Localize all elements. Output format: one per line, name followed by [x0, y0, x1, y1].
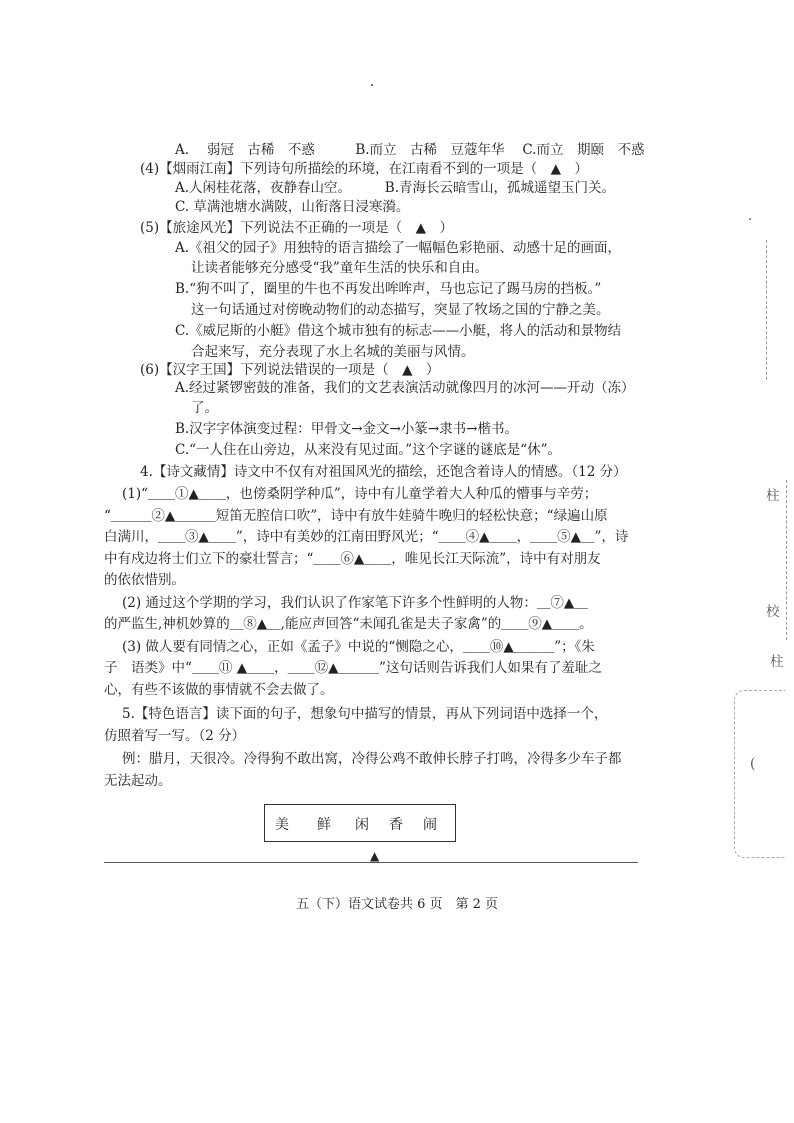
text-line: C.《威尼斯的小艇》借这个城市独有的标志——小艇，将人的活动和景物结	[175, 323, 622, 339]
text-line: “＿＿＿②▲＿＿＿短笛无腔信口吹”，诗中有放牛娃骑牛晚归的轻松快意；“绿遍山原	[104, 508, 608, 524]
text-line: 中有戍边将士们立下的豪壮誓言；“＿＿⑥▲＿＿，唯见长江天际流”，诗中有对朋友	[104, 551, 601, 567]
text-line: (1)“＿＿①▲＿＿，也傍桑阴学种瓜”，诗中有儿童学着大人种瓜的懵事与辛劳；	[122, 486, 598, 502]
top-dot: ·	[370, 78, 375, 94]
word-choice: 鲜	[317, 817, 331, 833]
margin-mark: 柱	[770, 654, 784, 670]
text-line: 例：腊月，天很冷。冷得狗不敢出窝，冷得公鸡不敢伸长脖子打鸣，冷得多少车子都	[122, 751, 622, 767]
text-line: B.汉字字体演变过程：甲骨文→金文→小篆→隶书→楷书。	[175, 421, 518, 437]
text-line: A. 弱冠 古稀 不惑 B.而立 古稀 豆蔻年华 C.而立 期颐 不惑	[175, 142, 645, 158]
text-line: C.“一人住在山旁边，从来没有见过面。”这个字谜的谜底是“休”。	[175, 442, 561, 458]
text-line: 的依依惜别。	[104, 572, 185, 588]
text-line: 4.【诗文藏情】诗文中不仅有对祖国风光的描绘，还饱含着诗人的情感。（12 分）	[140, 464, 627, 480]
text-line: 的严监生,神机妙算的＿⑧▲＿,能应声回答“未闻孔雀是夫子家禽”的＿＿⑨▲＿＿。	[104, 616, 593, 632]
text-line: (3) 做人要有同情之心，正如《孟子》中说的“恻隐之心，＿＿⑩▲＿＿＿”；《朱	[122, 639, 595, 655]
text-line: 白满川，＿＿③▲＿＿”，诗中有美妙的江南田野风光；“＿＿④▲＿＿，＿＿⑤▲＿”，诗	[104, 529, 629, 545]
binding-margin-line	[786, 480, 787, 640]
text-line: (5)【旅途风光】下列说法不正确的一项是（ ▲ ）	[140, 220, 454, 236]
answer-line[interactable]	[104, 862, 638, 863]
text-line: (2) 通过这个学期的学习，我们认识了作家笔下许多个性鲜明的人物：＿⑦▲＿	[122, 595, 588, 611]
margin-mark: (	[750, 756, 756, 772]
text-line: 心，有些不该做的事情就不会去做了。	[104, 682, 334, 698]
word-choice: 美	[275, 817, 289, 833]
text-line: B.“狗不叫了，圈里的牛也不再发出哞哞声，马也忘记了踢马房的挡板。”	[175, 281, 602, 297]
text-line: A.人闲桂花落，夜静春山空。 B.青海长云暗雪山，孤城遥望玉门关。	[175, 180, 616, 196]
word-choice: 闹	[423, 817, 437, 833]
text-line: 这一句话通过对傍晚动物们的动态描写，突显了牧场之国的宁静之美。	[191, 302, 610, 318]
text-line: C. 草满池塘水满陂，山衔落日浸寒漪。	[175, 199, 410, 215]
text-line: 让读者能够充分感受“我”童年生活的快乐和自由。	[191, 260, 489, 276]
text-line: 仿照着写一写。（2 分）	[104, 728, 246, 744]
answer-triangle: ▲	[370, 849, 380, 863]
word-choice: 闲	[355, 817, 369, 833]
text-line: 合起来写，充分表现了水上名城的美丽与风情。	[191, 344, 475, 360]
text-line: 5.【特色语言】读下面的句子，想象句中描写的情景，再从下列词语中选择一个，	[122, 706, 608, 722]
binding-margin-line	[766, 240, 767, 380]
text-line: 子 语类》中“＿＿⑪ ▲＿＿，＿＿⑫▲＿＿＿”这句话则告诉我们人如果有了羞耻之	[104, 660, 602, 676]
margin-mark: 柱	[766, 488, 780, 504]
word-choice-box	[264, 804, 456, 842]
text-line: A.《祖父的园子》用独特的语言描绘了一幅幅色彩艳丽、动感十足的画面，	[175, 240, 622, 256]
text-line: (4)【烟雨江南】下列诗句所描绘的环境，在江南看不到的一项是（ ▲ ）	[140, 161, 589, 177]
text-line: 了。	[191, 400, 218, 416]
margin-mark: 校	[766, 604, 780, 620]
text-line: 无法起动。	[104, 773, 172, 789]
margin-mark: ·	[748, 212, 753, 228]
text-line: (6)【汉字王国】下列说法错误的一项是（ ▲ ）	[140, 362, 440, 378]
binding-margin-bracket	[734, 690, 785, 858]
text-line: A.经过紧锣密鼓的准备，我们的文艺表演活动就像四月的冰河——开动（冻）	[175, 380, 635, 396]
page-footer: 五（下）语文试卷共 6 页 第 2 页	[295, 897, 499, 912]
word-choice: 香	[389, 817, 403, 833]
